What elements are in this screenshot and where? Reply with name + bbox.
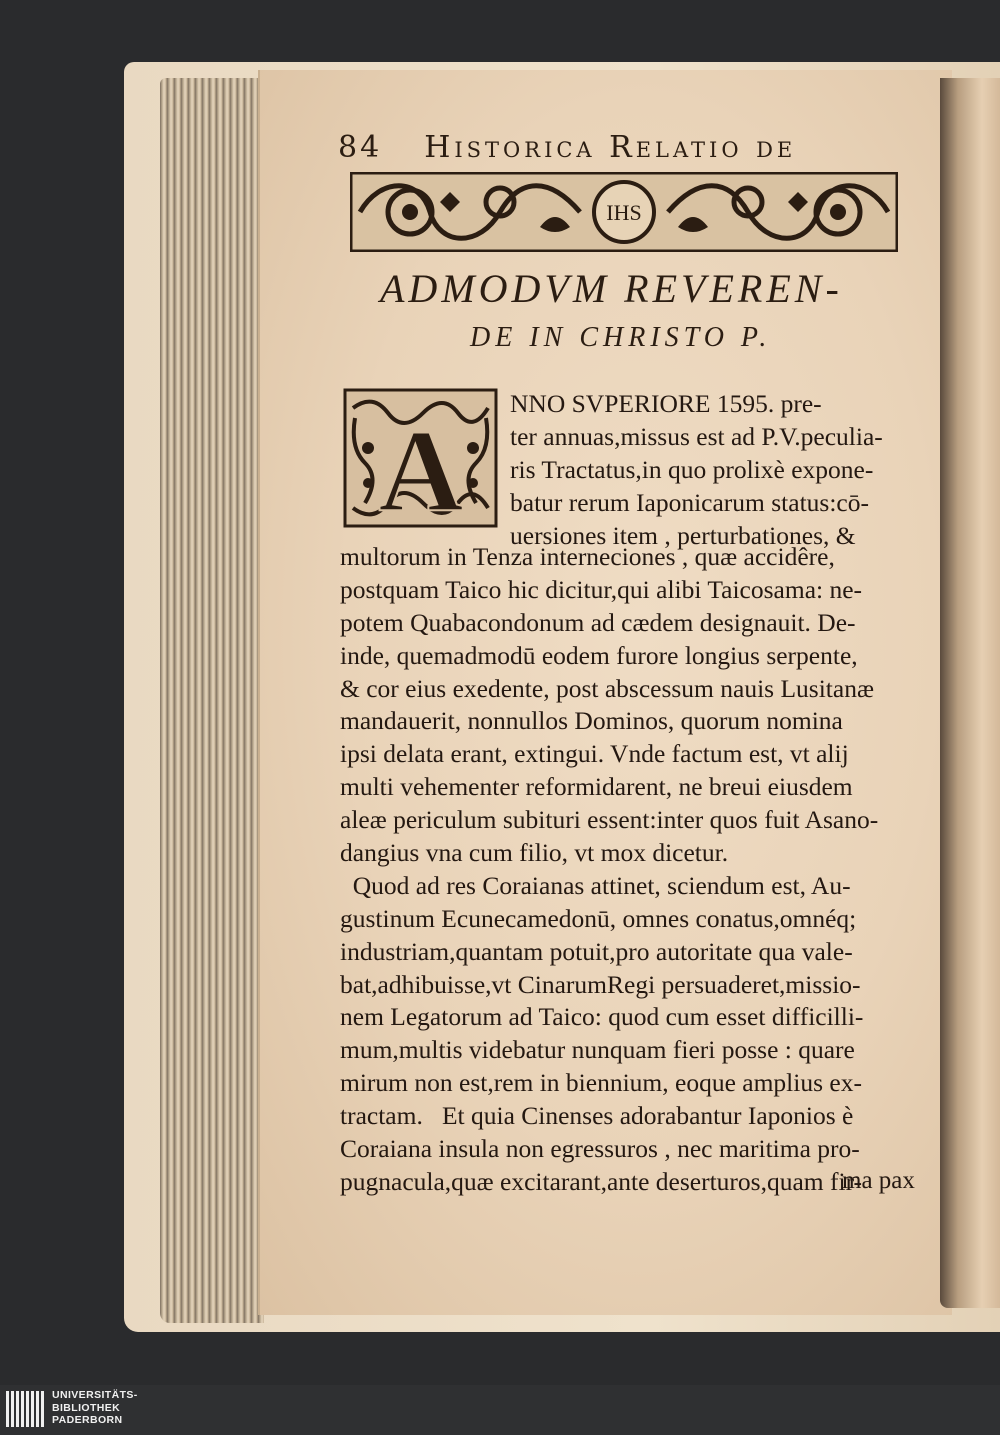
text-line: potem Quabacondonum ad cædem designauit. De- — [340, 607, 856, 637]
page-edges — [160, 78, 264, 1323]
text-line: dangius vna cum filio, vt mox dicetur. — [340, 838, 729, 868]
text-line: Coraiana insula non egressuros , nec maritima pro- — [340, 1134, 860, 1164]
text-line: industriam,quantam potuit,pro autoritate qua vale- — [340, 936, 853, 966]
text-line: ris Tractatus,in quo prolixè expone- — [510, 454, 874, 484]
text-line: NNO SVPERIORE 1595. pre- — [510, 389, 822, 418]
library-name — [52, 1389, 138, 1427]
heading-line-1: ADMODVM REVEREN- — [380, 266, 843, 311]
text-line: uersiones item , perturbationes, & — [510, 520, 856, 550]
heading-line-2: DE IN CHRISTO P. — [470, 322, 772, 353]
initial-letter: A — [378, 405, 464, 528]
text-line: mirum non est,rem in biennium, eoque amplius ex- — [340, 1068, 862, 1098]
body-text — [340, 541, 920, 1199]
text-line: & cor eius exedente, post abscessum nauis Lusitanæ — [340, 673, 874, 703]
text-line: tractam. Et quia Cinenses adorabantur Iaponios è — [340, 1101, 854, 1131]
library-name-line: UNIVERSITÄTS- — [52, 1389, 138, 1401]
text-line: mandauerit, nonnullos Dominos, quorum nomina — [340, 706, 843, 736]
opening-lines — [510, 388, 920, 552]
text-line: multi vehementer reformidarent, ne breui eiusdem — [340, 772, 853, 802]
running-head — [338, 130, 898, 170]
catchword: ma pax — [842, 1167, 915, 1194]
text-line: pugnacula,quæ excitarant,ante deserturos,quam fir- — [340, 1166, 863, 1196]
library-name-line: PADERBORN — [52, 1414, 123, 1426]
decorated-initial — [343, 388, 498, 528]
text-line: aleæ periculum subituri essent:inter quos fuit Asano- — [340, 805, 879, 835]
text-line: ipsi delata erant, extingui. Vnde factum est, vt alij — [340, 739, 849, 769]
running-title: Historica Relatio de — [424, 130, 797, 165]
text-line: Quod ad res Coraianas attinet, sciendum est, Au- — [340, 870, 851, 900]
text-line: ter annuas,missus est ad P.V.peculia- — [510, 421, 883, 451]
text-line: mum,multis videbatur nunquam fieri posse : quare — [340, 1035, 855, 1065]
text-line: inde, quemadmodū eodem furore longius serpente, — [340, 640, 858, 670]
text-line: postquam Taico hic dicitur,qui alibi Taicosama: ne- — [340, 574, 863, 604]
library-logo-icon — [6, 1389, 46, 1429]
text-line: multorum in Tenza interneciones , quæ accidêre, — [340, 542, 835, 571]
headpiece-ornament — [350, 172, 898, 252]
text-line: bat,adhibuisse,vt CinarumRegi persuaderet,missio- — [340, 969, 861, 999]
library-name-line: BIBLIOTHEK — [52, 1401, 121, 1414]
text-line: batur rerum Iaponicarum status:cō- — [510, 487, 869, 517]
ihs-monogram: IHS — [606, 200, 642, 225]
page-number: 84 — [338, 130, 383, 165]
facing-page-edge — [940, 78, 1000, 1308]
library-footer — [0, 1385, 1000, 1435]
text-line: gustinum Ecunecamedonū, omnes conatus,omnéq; — [340, 903, 857, 933]
text-line: nem Legatorum ad Taico: quod cum esset difficilli- — [340, 1002, 864, 1032]
